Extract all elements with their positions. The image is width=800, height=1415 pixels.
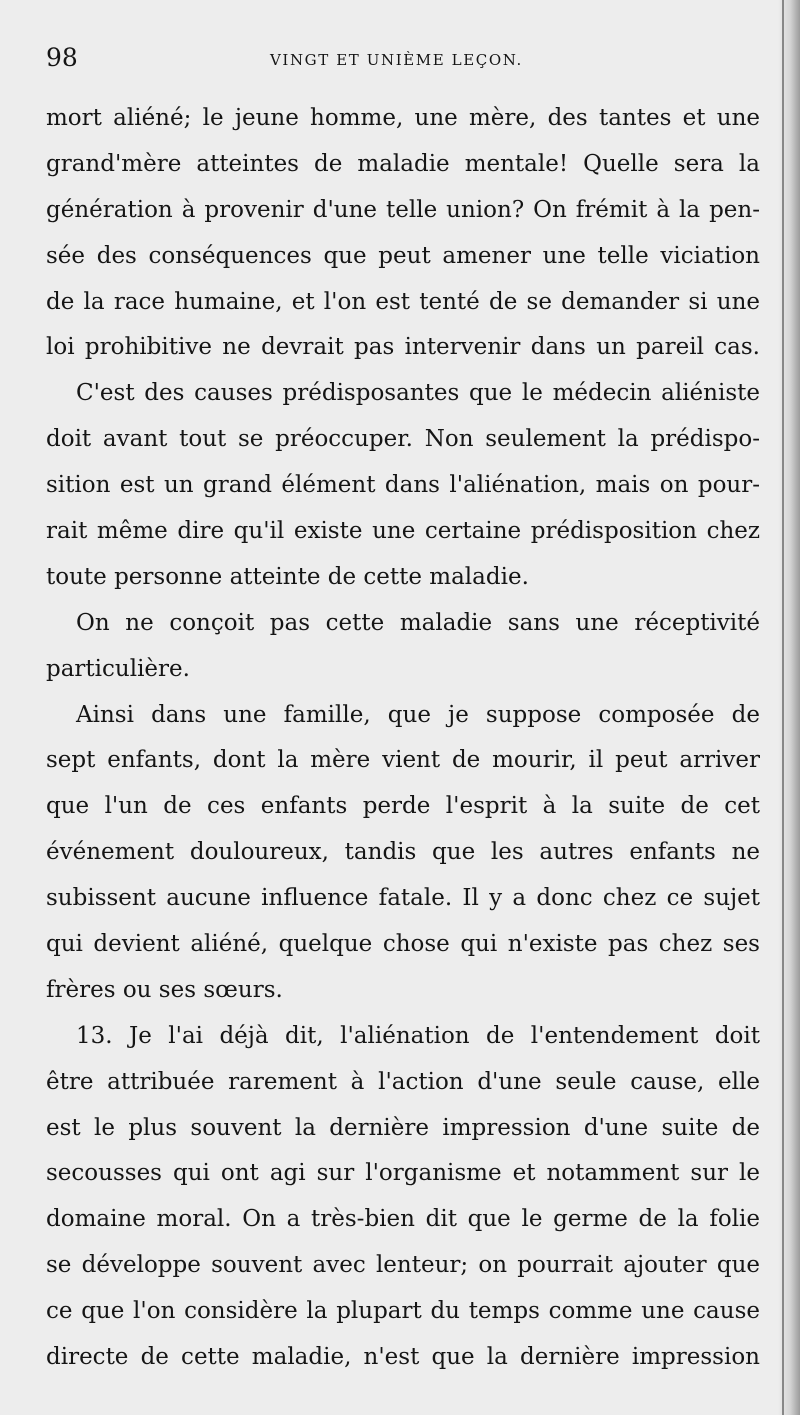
text-line: sée des conséquences que peut amener une telle viciation — [46, 242, 760, 269]
text-line: de la race humaine, et l'on est tenté de se demander si une — [46, 288, 760, 315]
text-line: secousses qui ont agi sur l'organisme et notamment sur le — [46, 1160, 760, 1187]
text-line: se développe souvent avec lenteur; on pourrait ajouter que — [46, 1252, 760, 1279]
page-number: 98 — [46, 43, 78, 72]
page-header — [46, 40, 760, 80]
text-line: sept enfants, dont la mère vient de mourir, il peut arriver — [46, 747, 760, 774]
text-line: événement douloureux, tandis que les autres enfants ne — [46, 839, 760, 866]
text-line: Ainsi dans une famille, que je suppose composée de — [76, 701, 760, 728]
text-line: particulière. — [46, 655, 190, 682]
text-line: mort aliéné; le jeune homme, une mère, des tantes et une — [46, 105, 760, 131]
page-edge-line — [782, 0, 784, 1415]
text-line: frères ou ses sœurs. — [46, 976, 283, 1003]
text-line: ce que l'on considère la plupart du temps comme une cause — [46, 1298, 760, 1325]
text-line: sition est un grand élément dans l'aliénation, mais on pour- — [46, 472, 760, 499]
text-line: C'est des causes prédisposantes que le médecin aliéniste — [76, 380, 760, 407]
text-line: être attribuée rarement à l'action d'une seule cause, elle — [46, 1068, 760, 1095]
text-line: génération à provenir d'une telle union? On frémit à la pen- — [46, 196, 760, 223]
running-title: VINGT ET UNIÈME LEÇON. — [270, 51, 523, 69]
text-line: qui devient aliéné, quelque chose qui n'existe pas chez ses — [46, 931, 760, 958]
text-line: rait même dire qu'il existe une certaine prédisposition chez — [46, 518, 760, 545]
text-line: loi prohibitive ne devrait pas intervenir dans un pareil cas. — [46, 334, 760, 361]
body-text — [46, 96, 760, 1381]
text-line: directe de cette maladie, n'est que la dernière impression — [46, 1344, 760, 1371]
text-line: domaine moral. On a très-bien dit que le germe de la folie — [46, 1206, 760, 1233]
text-line: 13. Je l'ai déjà dit, l'aliénation de l'entendement doit — [76, 1022, 760, 1049]
text-line: grand'mère atteintes de maladie mentale! Quelle sera la — [46, 150, 760, 177]
text-line: On ne conçoit pas cette maladie sans une réceptivité — [76, 609, 760, 636]
text-line: est le plus souvent la dernière impression d'une suite de — [46, 1114, 760, 1141]
text-line: doit avant tout se préoccuper. Non seulement la prédispo- — [46, 426, 760, 453]
text-line: subissent aucune influence fatale. Il y a donc chez ce sujet — [46, 885, 760, 912]
text-line: toute personne atteinte de cette maladie. — [46, 563, 529, 590]
text-line: que l'un de ces enfants perde l'esprit à la suite de cet — [46, 793, 760, 820]
